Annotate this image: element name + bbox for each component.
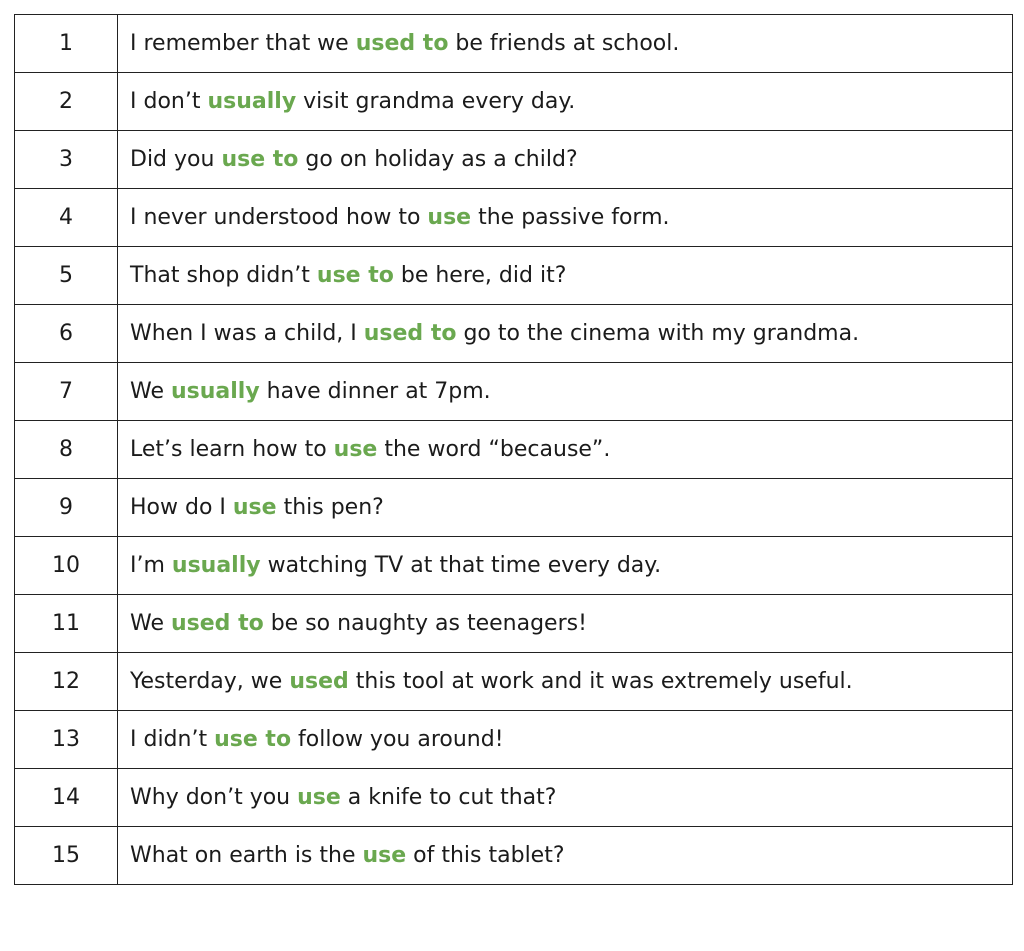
highlighted-phrase: used to xyxy=(363,320,457,346)
highlighted-phrase: usually xyxy=(207,88,297,114)
row-number: 14 xyxy=(15,769,118,827)
sentence-text: be friends at school. xyxy=(448,30,680,56)
sentence-table xyxy=(14,14,1013,885)
row-number: 13 xyxy=(15,711,118,769)
table-row xyxy=(15,363,1013,421)
sentence-cell xyxy=(118,653,1013,711)
highlighted-phrase: use xyxy=(362,842,407,868)
highlighted-phrase: use xyxy=(232,494,277,520)
row-number: 6 xyxy=(15,305,118,363)
table-row xyxy=(15,653,1013,711)
row-number: 7 xyxy=(15,363,118,421)
highlighted-phrase: used to xyxy=(171,610,264,636)
row-number: 8 xyxy=(15,421,118,479)
sentence-text: follow you around! xyxy=(291,726,504,752)
sentence-text: go to the cinema with my grandma. xyxy=(456,320,860,346)
sentence-cell xyxy=(118,769,1013,827)
sentence-text: Did you xyxy=(130,146,222,172)
table-row xyxy=(15,769,1013,827)
sentence-cell xyxy=(118,305,1013,363)
row-number: 1 xyxy=(15,15,118,73)
highlighted-phrase: usually xyxy=(171,378,260,404)
table-row xyxy=(15,421,1013,479)
highlighted-phrase: usually xyxy=(171,552,261,578)
sentence-text: We xyxy=(130,610,171,636)
row-number: 5 xyxy=(15,247,118,305)
table-row xyxy=(15,305,1013,363)
sentence-text: I’m xyxy=(130,552,172,578)
sentence-text: have dinner at 7pm. xyxy=(259,378,491,404)
sentence-text: I remember that we xyxy=(130,30,356,56)
highlighted-phrase: used xyxy=(289,668,349,694)
sentence-cell xyxy=(118,479,1013,537)
row-number: 2 xyxy=(15,73,118,131)
table-row xyxy=(15,827,1013,885)
highlighted-phrase: use to xyxy=(214,726,292,752)
sentence-cell xyxy=(118,595,1013,653)
row-number: 9 xyxy=(15,479,118,537)
sentence-text: this tool at work and it was extremely useful. xyxy=(348,668,853,694)
highlighted-phrase: use xyxy=(297,784,341,810)
sentence-text: this pen? xyxy=(276,494,384,520)
table-row xyxy=(15,595,1013,653)
table-row xyxy=(15,131,1013,189)
sentence-cell xyxy=(118,827,1013,885)
sentence-cell xyxy=(118,73,1013,131)
sentence-text: go on holiday as a child? xyxy=(298,146,578,172)
sentence-text: of this tablet? xyxy=(406,842,565,868)
row-number: 3 xyxy=(15,131,118,189)
sentence-text: watching TV at that time every day. xyxy=(260,552,662,578)
table-row xyxy=(15,189,1013,247)
table-row xyxy=(15,711,1013,769)
highlighted-phrase: use to xyxy=(221,146,299,172)
sentence-text: a knife to cut that? xyxy=(340,784,557,810)
row-number: 12 xyxy=(15,653,118,711)
sentence-text: Why don’t you xyxy=(130,784,298,810)
sentence-cell xyxy=(118,131,1013,189)
row-number: 15 xyxy=(15,827,118,885)
highlighted-phrase: use xyxy=(333,436,378,462)
sentence-text: visit grandma every day. xyxy=(296,88,576,114)
sentence-text: What on earth is the xyxy=(130,842,363,868)
sentence-cell xyxy=(118,421,1013,479)
table-row xyxy=(15,537,1013,595)
sentence-cell xyxy=(118,537,1013,595)
sentence-text: That shop didn’t xyxy=(130,262,317,288)
row-number: 10 xyxy=(15,537,118,595)
sentence-cell xyxy=(118,15,1013,73)
highlighted-phrase: use xyxy=(427,204,472,230)
table-row xyxy=(15,479,1013,537)
table-row xyxy=(15,15,1013,73)
sentence-text: I didn’t xyxy=(130,726,215,752)
table-row xyxy=(15,73,1013,131)
row-number: 11 xyxy=(15,595,118,653)
highlighted-phrase: used to xyxy=(355,30,449,56)
sentence-text: We xyxy=(130,378,171,404)
highlighted-phrase: use to xyxy=(316,262,394,288)
sentence-text: be here, did it? xyxy=(393,262,567,288)
sentence-text: be so naughty as teenagers! xyxy=(263,610,587,636)
sentence-text: the passive form. xyxy=(471,204,670,230)
sentence-cell xyxy=(118,247,1013,305)
sentence-cell xyxy=(118,363,1013,421)
sentence-text: Let’s learn how to xyxy=(130,436,334,462)
sentence-text: When I was a child, I xyxy=(130,320,364,346)
sentence-text: How do I xyxy=(130,494,233,520)
sentence-text: the word “because”. xyxy=(377,436,611,462)
row-number: 4 xyxy=(15,189,118,247)
table-row xyxy=(15,247,1013,305)
sentence-cell xyxy=(118,189,1013,247)
sentence-text: I never understood how to xyxy=(130,204,428,230)
sentence-text: Yesterday, we xyxy=(130,668,290,694)
sentence-cell xyxy=(118,711,1013,769)
sentence-text: I don’t xyxy=(130,88,208,114)
